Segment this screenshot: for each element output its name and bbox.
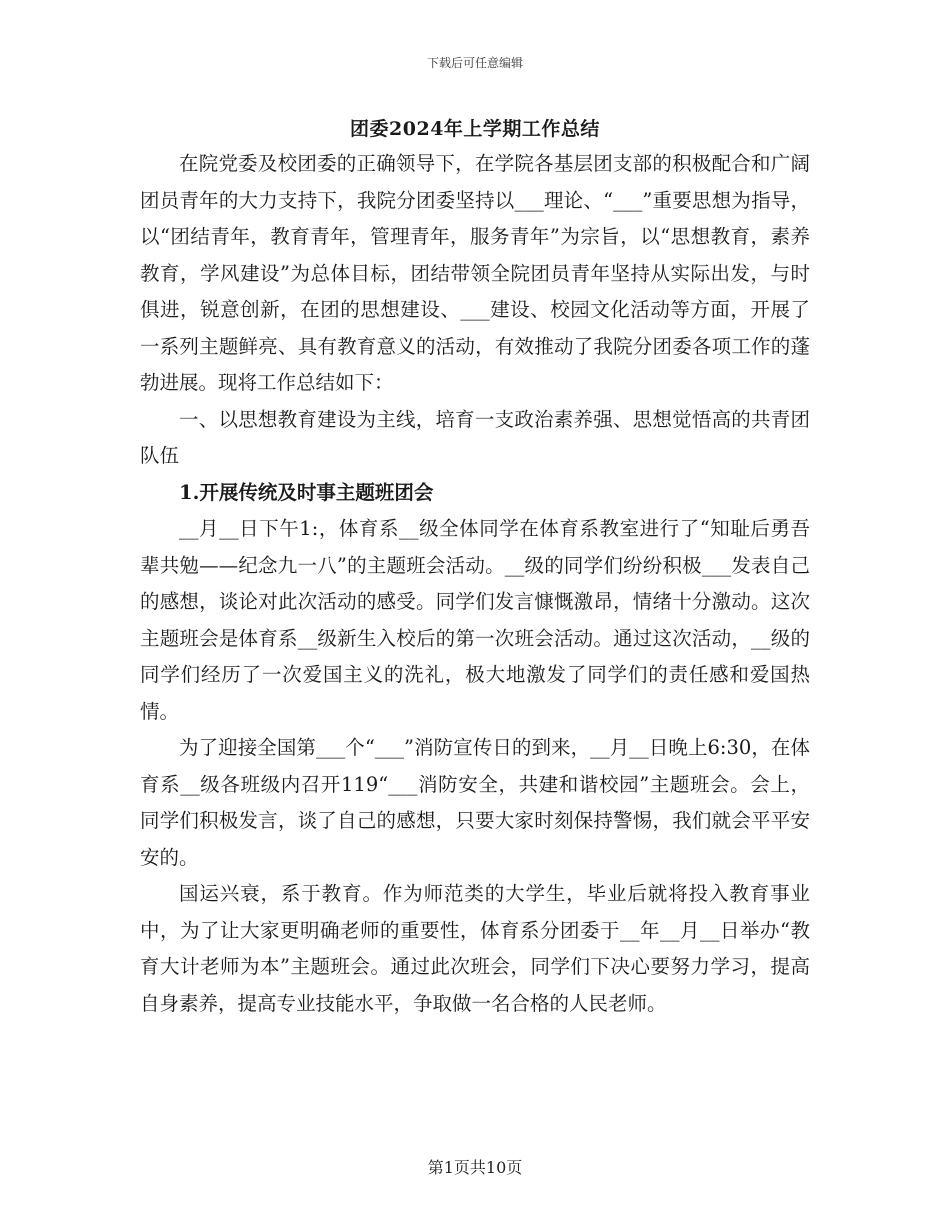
body-paragraph: 为了迎接全国第___个“___”消防宣传日的到来，__月__日晚上6:30，在体育系__级各班级内召开119“___消防安全，共建和谐校园”主题班会。会上，同学们积极发言，谈了自己的感想，只要大家时刻保持警惕，我们就会平平安安的。: [140, 736, 810, 869]
document-body: [140, 146, 810, 1022]
subsection-heading-1-1: 1.开展传统及时事主题班团会: [179, 480, 434, 504]
document-title: 团委2024年上学期工作总结: [350, 118, 600, 140]
body-paragraph: __月__日下午1:，体育系__级全体同学在体育系教室进行了“知耻后勇吾辈共勉——纪念九一八”的主题班会活动。__级的同学们纷纷积极___发表自己的感想，谈论对此次活动的感受。同学们发言慷慨激昂，情绪十分激动。这次主题班会是体育系__级新生入校后的第一次班会活动。通过这次活动，__级的同学们经历了一次爱国主义的洗礼，极大地激发了同学们的责任感和爱国热情。: [140, 517, 810, 723]
header-note: 下载后可任意编辑: [426, 56, 523, 70]
section-heading-1: 一、以思想教育建设为主线，培育一支政治素养强、思想觉悟高的共青团队伍: [140, 407, 810, 467]
intro-paragraph: 在院党委及校团委的正确领导下，在学院各基层团支部的积极配合和广阔团员青年的大力支持下，我院分团委坚持以___理论、“___”重要思想为指导，以“团结青年，教育青年，管理青年，服务青年”为宗旨，以“思想教育，素养教育，学风建设”为总体目标，团结带领全院团员青年坚持从实际出发，与时俱进，锐意创新，在团的思想建设、___建设、校园文化活动等方面，开展了一系列主题鲜亮、具有教育意义的活动，有效推动了我院分团委各项工作的蓬勃进展。现将工作总结如下：: [140, 152, 810, 394]
page-number: 第1页共10页: [427, 1158, 523, 1177]
body-paragraph: 国运兴衰，系于教育。作为师范类的大学生，毕业后就将投入教育事业中，为了让大家更明确老师的重要性，体育系分团委于__年__月__日举办“教育大计老师为本”主题班会。通过此次班会，同学们下决心要努力学习，提高自身素养，提高专业技能水平，争取做一名合格的人民老师。: [140, 882, 810, 1015]
